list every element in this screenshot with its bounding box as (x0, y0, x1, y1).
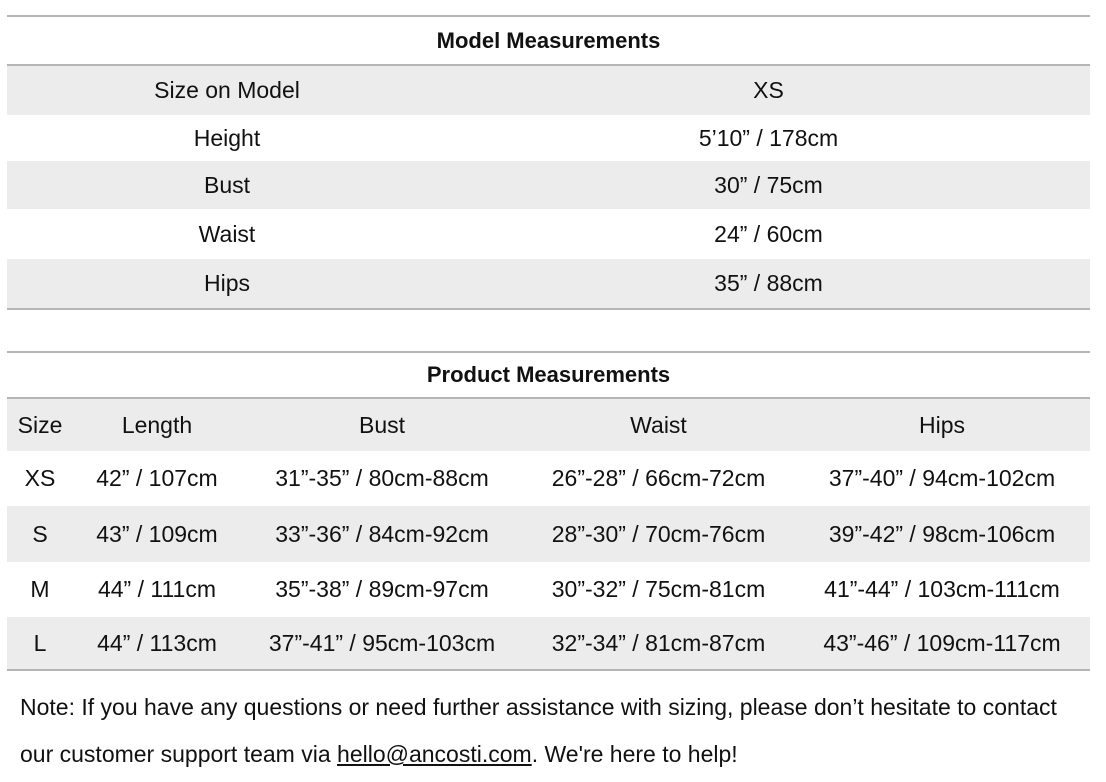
model-row-label: Size on Model (154, 77, 300, 103)
waist-cell: 26”-28” / 66cm-72cm (551, 465, 766, 491)
size-cell: XS (24, 465, 56, 491)
waist-cell: 32”-34” / 81cm-87cm (551, 629, 766, 656)
size-cell: M (30, 576, 50, 602)
model-row-value: 24” / 60cm (714, 220, 823, 247)
column-header-size: Size (17, 411, 63, 438)
product-measurements-table (7, 0, 1090, 672)
bust-cell: 31”-35” / 80cm-88cm (275, 465, 489, 491)
size-cell: S (32, 520, 48, 547)
model-row-label: Bust (203, 171, 251, 198)
model-row-value: 35” / 88cm (714, 270, 823, 296)
model-row-label: Height (193, 124, 261, 151)
hips-cell: 37”-40” / 94cm-102cm (828, 465, 1056, 491)
product-table-title: Product Measurements (426, 362, 671, 387)
column-header-hips: Hips (918, 411, 965, 438)
size-cell: L (33, 629, 47, 656)
model-row-label: Waist (198, 220, 256, 247)
model-row-value: 30” / 75cm (714, 171, 823, 198)
waist-cell: 28”-30” / 70cm-76cm (551, 520, 766, 547)
length-cell: 43” / 109cm (96, 520, 218, 547)
product-row-l (7, 617, 1090, 669)
column-header-length: Length (121, 411, 193, 438)
bust-cell: 33”-36” / 84cm-92cm (275, 520, 489, 547)
support-email-link[interactable]: hello@ancosti.com (337, 741, 532, 767)
hips-cell: 43”-46” / 109cm-117cm (823, 629, 1061, 656)
column-header-bust: Bust (358, 411, 406, 438)
model-row-label: Hips (203, 270, 250, 296)
bust-cell: 37”-41” / 95cm-103cm (268, 629, 496, 656)
model-row-value: XS (753, 77, 784, 103)
length-cell: 44” / 113cm (97, 629, 217, 656)
note-text: Note: If you have any questions or need further assistance with sizing, please don’t hesitate to contact our customer support team via (20, 694, 1057, 767)
product-row-m (7, 562, 1090, 617)
waist-cell: 30”-32” / 75cm-81cm (551, 576, 766, 602)
product-row-s (7, 506, 1090, 562)
column-header-waist: Waist (630, 411, 687, 438)
product-table-title-row (7, 353, 1090, 397)
product-table-bottom-rule (7, 669, 1090, 671)
note-closing-text: . We're here to help! (531, 741, 738, 767)
bust-cell: 35”-38” / 89cm-97cm (275, 576, 489, 602)
sizing-note (20, 684, 1095, 778)
hips-cell: 39”-42” / 98cm-106cm (828, 520, 1056, 547)
product-header-row (7, 399, 1090, 451)
product-row-xs (7, 451, 1090, 506)
hips-cell: 41”-44” / 103cm-111cm (824, 576, 1060, 602)
length-cell: 44” / 111cm (97, 576, 217, 602)
model-table-title: Model Measurements (436, 27, 661, 53)
length-cell: 42” / 107cm (96, 465, 218, 491)
model-row-value: 5’10” / 178cm (698, 124, 839, 151)
